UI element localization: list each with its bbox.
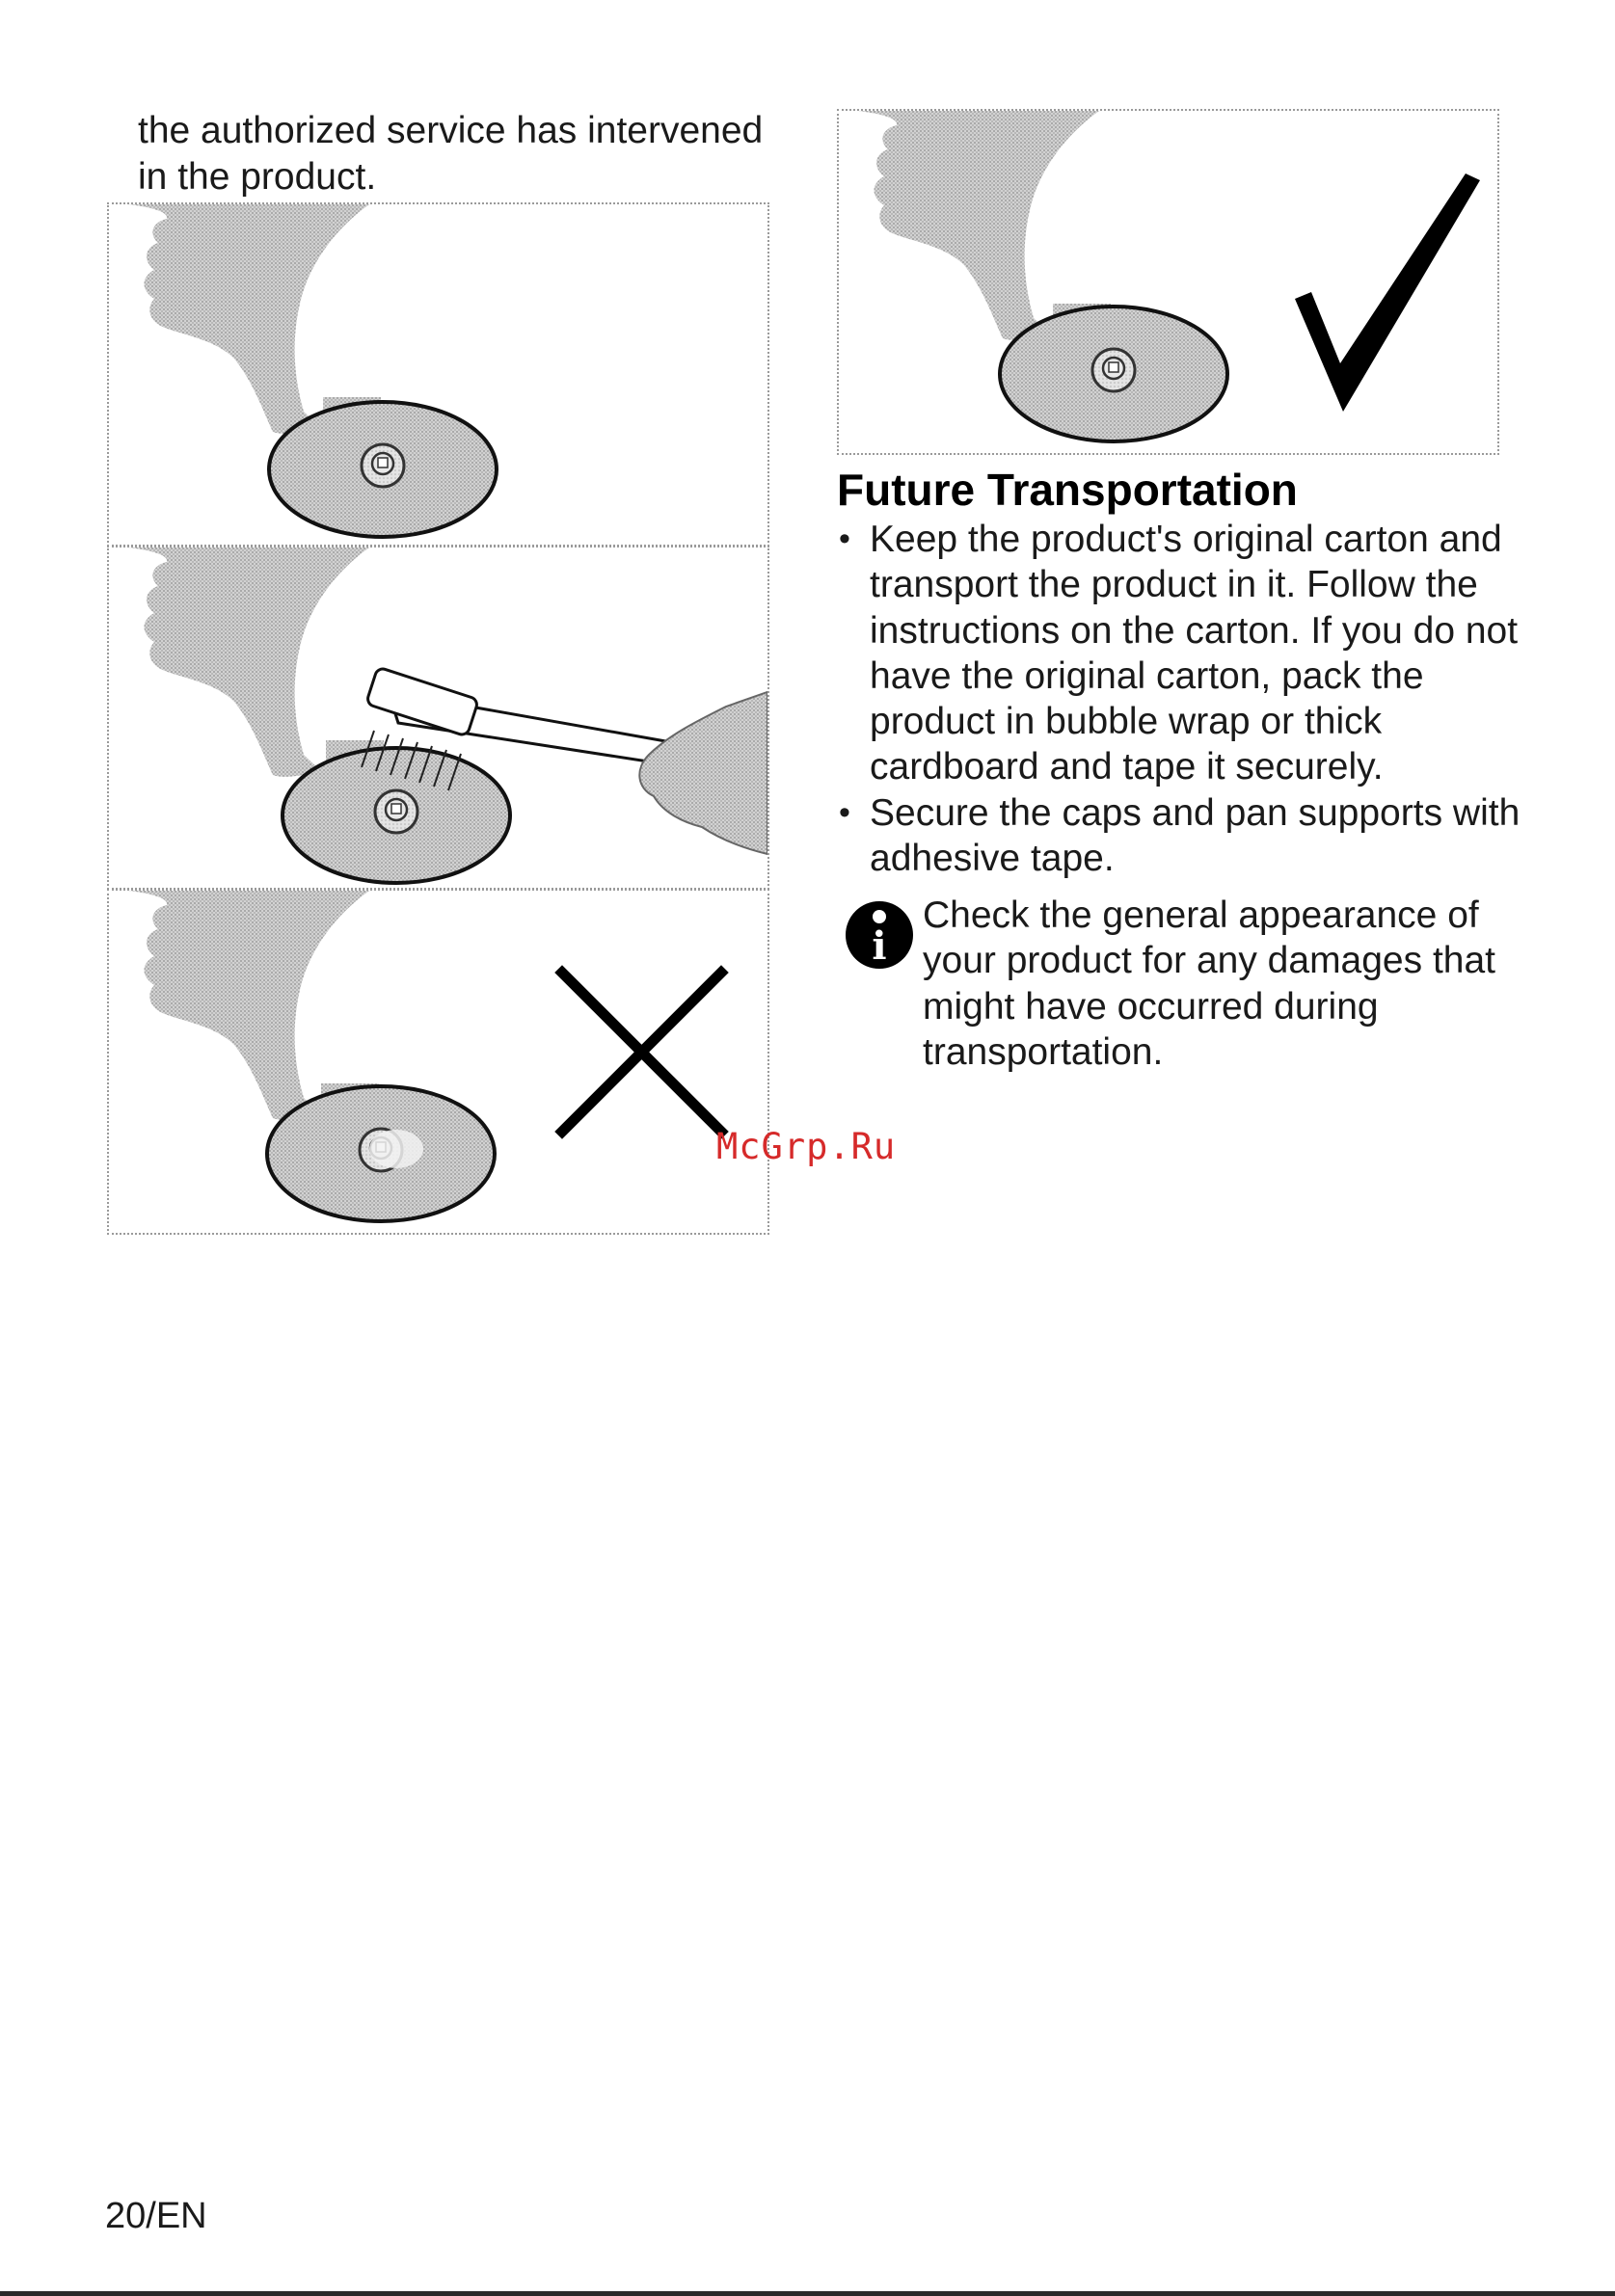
illustration-burner-panel	[107, 202, 769, 547]
info-icon-letter: i	[872, 923, 887, 969]
illustration-brush-panel	[107, 546, 769, 890]
list-item-text: Secure the caps and pan supports with adhesive tape.	[870, 791, 1521, 880]
info-icon	[843, 898, 916, 972]
bullet-glyph: •	[839, 793, 850, 831]
illustration-correct-panel	[837, 109, 1499, 455]
check-mark-icon	[1295, 174, 1480, 412]
list-item	[837, 790, 1531, 882]
correct-method-illustration	[839, 111, 1497, 453]
watermark: McGrp.Ru	[716, 1126, 897, 1167]
intro-text: the authorized service has intervened in the product.	[138, 110, 764, 198]
list-item-text: Keep the product's original carton and transport the product in it. Follow the instructions on the carton. If you do not have the original carton, pack the product in bubble wrap or thick cardboard and tape it securely.	[870, 519, 1519, 788]
info-note: Check the general appearance of your product for any damages that might have occurred during transportation.	[923, 894, 1496, 1073]
transport-instructions-list	[837, 517, 1531, 881]
brush-cleaning-illustration	[109, 547, 767, 888]
page-number: 20/EN	[105, 2196, 207, 2236]
wrong-method-illustration	[109, 891, 767, 1233]
section-heading: Future Transportation	[837, 465, 1298, 515]
bottom-rule	[0, 2291, 1615, 2296]
burner-illustration	[109, 204, 767, 545]
bullet-glyph: •	[839, 521, 850, 557]
cross-mark-icon	[562, 973, 721, 1132]
list-item	[837, 517, 1531, 790]
illustration-wrong-panel	[107, 889, 769, 1235]
